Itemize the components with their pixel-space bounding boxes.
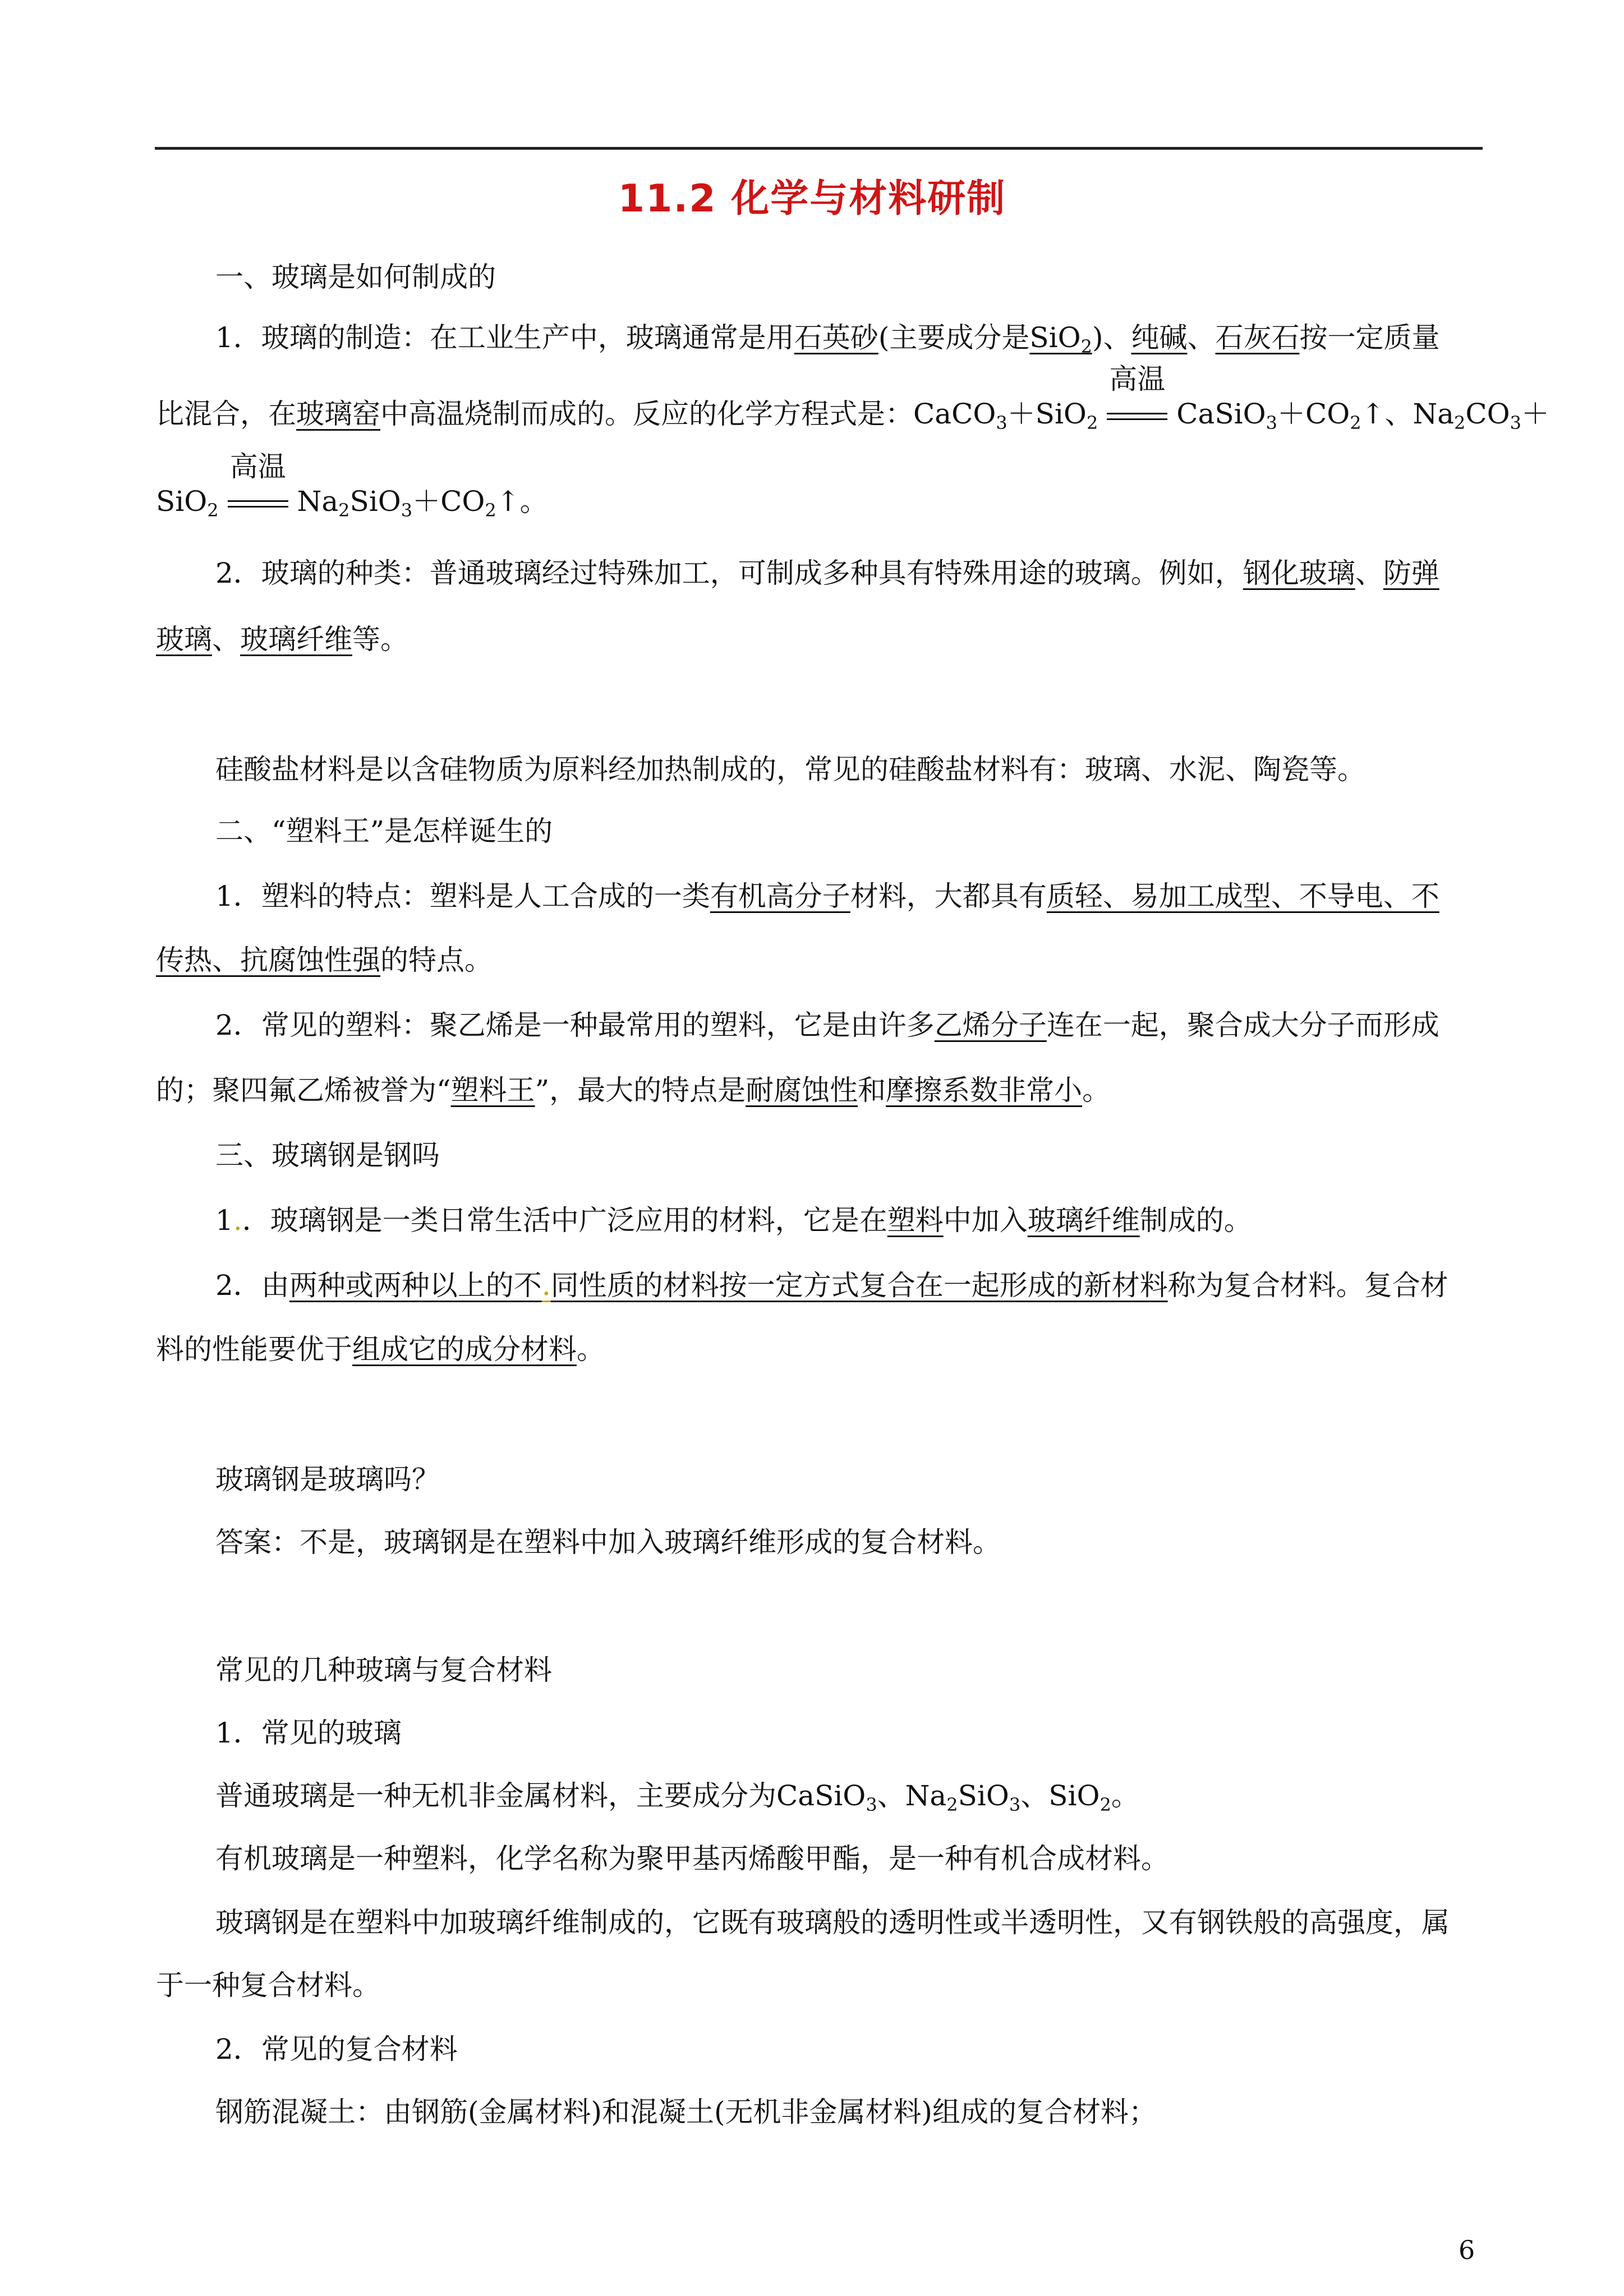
reinforced-concrete: 钢筋混凝土：由钢筋(金属材料)和混凝土(无机非金属材料)组成的复合材料；: [215, 2096, 1157, 2128]
qa-answer: 答案：不是，玻璃钢是在塑料中加入玻璃纤维形成的复合材料。: [215, 1526, 1001, 1559]
silicate-note: 硅酸盐材料是以含硅物质为原料经加热制成的，常见的硅酸盐材料有：玻璃、水泥、陶瓷等。: [215, 753, 1365, 786]
common-heading: 常见的几种玻璃与复合材料: [215, 1654, 552, 1686]
frp-desc-line2: 于一种复合材料。: [156, 1969, 380, 2002]
common-sub2: 2．常见的复合材料: [215, 2033, 458, 2066]
section2-heading: 二、“塑料王”是怎样诞生的: [215, 815, 553, 847]
page-title: 11.2 化学与材料研制: [618, 177, 1006, 221]
composite-def-line2: 料的性能要优于组成它的成分材料。: [156, 1333, 605, 1366]
frp-line: 1.．玻璃钢是一类日常生活中广泛应用的材料，它是在塑料中加入玻璃纤维制成的。: [215, 1204, 1252, 1237]
common-plastics-line2: 的；聚四氟乙烯被誉为“塑料王”，最大的特点是耐腐蚀性和摩擦系数非常小。: [156, 1074, 1111, 1106]
glass-manufacture-line2: 比混合，在玻璃窑中高温烧制而成的。反应的化学方程式是：CaCO$_3$＋SiO$_2$ 高温 $CaSiO_3+CO_2↑$、$Na_2CO_3+$: [156, 363, 1550, 434]
ordinary-glass: 普通玻璃是一种无机非金属材料，主要成分为CaSiO$_3$、$Na_2SiO_3$、SiO$_2$。: [215, 1779, 1139, 1815]
composite-def-line1: 2．由两种或两种以上的不.同性质的材料按一定方式复合在一起形成的新材料称为复合材料。复合材: [215, 1269, 1448, 1302]
reaction-condition-2: 高温: [228, 483, 288, 519]
glass-manufacture-line3: SiO$_2$ 高温 $Na_2SiO_3+CO_2↑$。: [156, 450, 548, 521]
qa-question: 玻璃钢是玻璃吗？: [215, 1463, 440, 1496]
page-number: 6: [1459, 2235, 1475, 2265]
glass-manufacture-line1: 1．玻璃的制造：在工业生产中，玻璃通常是用石英砂(主要成分是SiO$_2$)、纯碱、石灰石按一定质量: [215, 321, 1440, 357]
section1-heading: 一、玻璃是如何制成的: [215, 261, 496, 293]
plastic-features-line1: 1．塑料的特点：塑料是人工合成的一类有机高分子材料，大都具有质轻、易加工成型、不导电、不: [215, 880, 1439, 912]
frp-desc-line1: 玻璃钢是在塑料中加玻璃纤维制成的，它既有玻璃般的透明性或半透明性，又有钢铁般的高强度，属: [215, 1906, 1450, 1939]
common-plastics-line1: 2．常见的塑料：聚乙烯是一种最常用的塑料，它是由许多乙烯分子连在一起，聚合成大分子而形成: [215, 1009, 1439, 1041]
glass-types-line1: 2．玻璃的种类：普通玻璃经过特殊加工，可制成多种具有特殊用途的玻璃。例如，钢化玻璃、防弹: [215, 557, 1439, 589]
section3-heading: 三、玻璃钢是钢吗: [215, 1139, 440, 1172]
glass-types-line2: 玻璃、玻璃纤维等。: [156, 623, 408, 656]
reaction-condition-1: 高温: [1107, 396, 1167, 432]
common-sub1: 1．常见的玻璃: [215, 1717, 402, 1749]
header-rule: [155, 147, 1483, 150]
organic-glass: 有机玻璃是一种塑料，化学名称为聚甲基丙烯酸甲酯，是一种有机合成材料。: [215, 1842, 1169, 1875]
plastic-features-line2: 传热、抗腐蚀性强的特点。: [156, 944, 493, 976]
